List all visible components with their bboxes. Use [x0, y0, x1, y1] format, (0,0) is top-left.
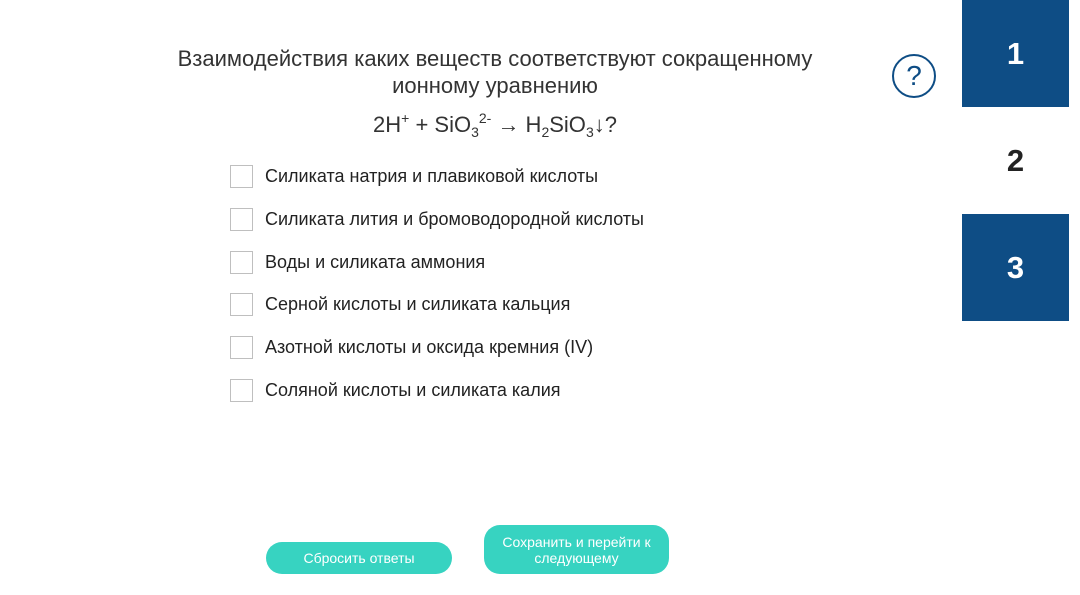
eq-sup: 2-	[478, 110, 492, 126]
eq-part: SiO	[549, 112, 586, 137]
answer-label: Воды и силиката аммония	[265, 251, 486, 272]
answer-option[interactable]	[230, 335, 644, 360]
eq-part: → H	[491, 112, 542, 137]
answer-checkbox[interactable]	[230, 208, 253, 231]
answer-label: Силиката натрия и плавиковой кислоты	[265, 166, 599, 186]
answer-checkbox[interactable]	[230, 293, 253, 316]
answer-option[interactable]	[230, 292, 644, 317]
help-glyph: ?	[906, 60, 922, 91]
answer-option[interactable]	[230, 378, 644, 403]
eq-sub: 2	[541, 124, 550, 140]
eq-part: + SiO	[409, 112, 472, 137]
eq-sub: 3	[585, 124, 594, 140]
answer-label: Силиката лития и бромоводородной кислоты	[265, 208, 644, 229]
answer-list	[230, 164, 644, 421]
eq-sub: 3	[471, 124, 479, 140]
question-text	[150, 45, 840, 146]
question-navigator	[962, 0, 1069, 321]
help-question-icon[interactable]	[892, 54, 936, 98]
eq-part: ↓?	[593, 112, 617, 137]
eq-sup: +	[401, 110, 410, 126]
answer-option[interactable]	[230, 207, 644, 232]
answer-option[interactable]	[230, 250, 644, 275]
save-next-button[interactable]: Сохранить и перейти к следующему	[484, 525, 669, 574]
answer-label: Серной кислоты и силиката кальция	[265, 294, 571, 315]
answer-option[interactable]	[230, 164, 644, 189]
answer-checkbox[interactable]	[230, 165, 253, 188]
answer-label: Соляной кислоты и силиката калия	[265, 379, 561, 400]
eq-part: 2H	[373, 112, 402, 137]
answer-checkbox[interactable]	[230, 251, 253, 274]
step-3-button[interactable]: 3	[962, 214, 1069, 321]
ionic-equation	[150, 105, 840, 146]
answer-label: Азотной кислоты и оксида кремния (IV)	[265, 337, 594, 358]
answer-checkbox[interactable]	[230, 336, 253, 359]
reset-answers-button[interactable]: Сбросить ответы	[266, 542, 452, 574]
step-1-button[interactable]: 1	[962, 0, 1069, 107]
question-prompt: Взаимодействия каких веществ соответствуют сокращенному ионному уравнению	[177, 46, 813, 98]
answer-checkbox[interactable]	[230, 379, 253, 402]
step-2-button[interactable]: 2	[962, 107, 1069, 214]
